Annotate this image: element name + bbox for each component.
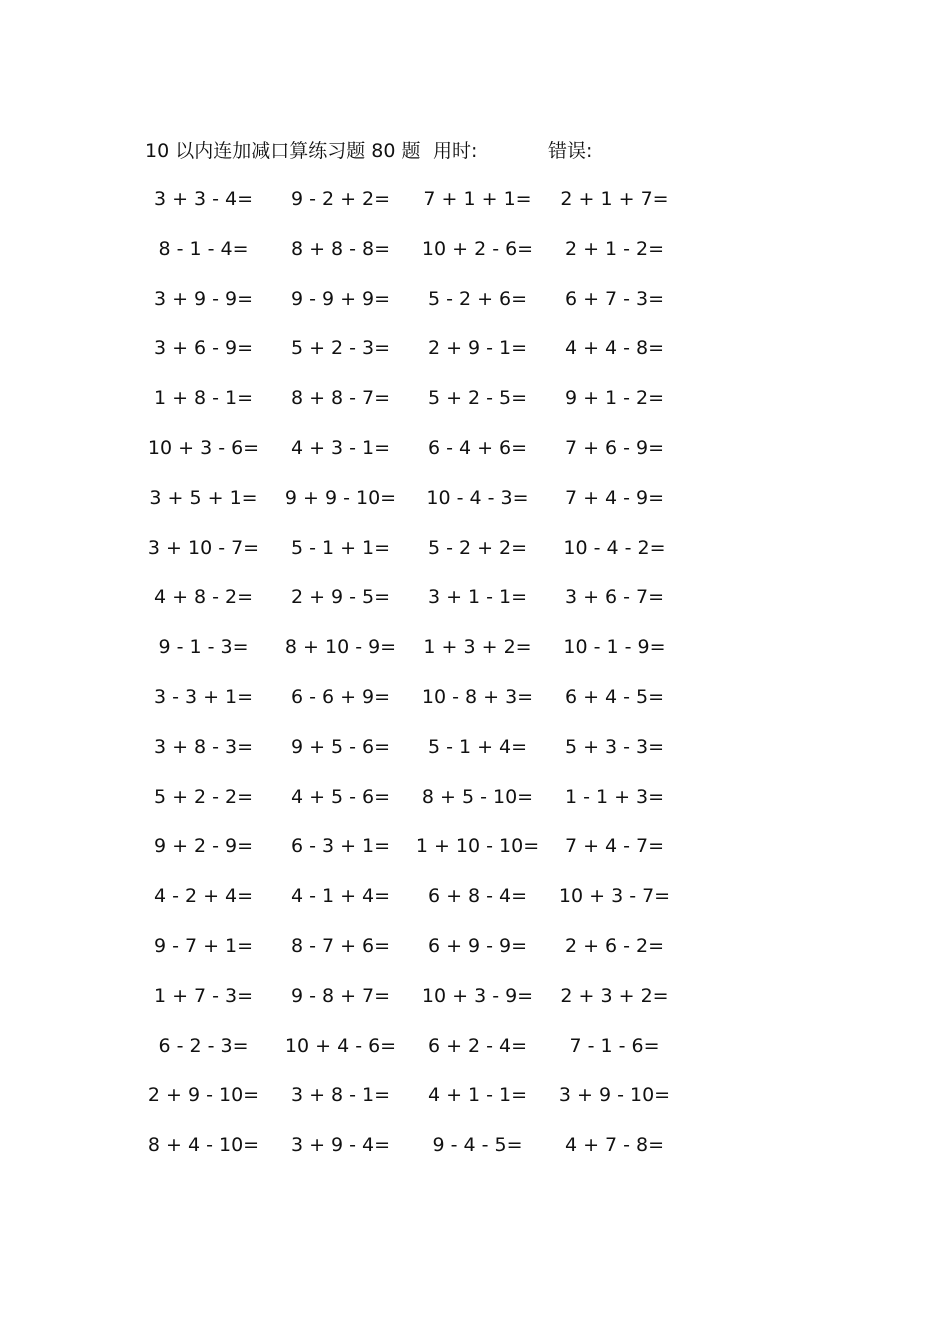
problem-item: 6 + 9 - 9= — [427, 934, 528, 957]
problem-item: 4 + 7 - 8= — [564, 1134, 665, 1157]
problem-item: 2 + 9 - 5= — [290, 586, 391, 609]
problem-item: 3 + 9 - 10= — [558, 1084, 671, 1107]
problem-item: 3 + 6 - 7= — [564, 586, 665, 609]
problem-item: 8 + 10 - 9= — [284, 636, 397, 659]
problem-item: 7 + 4 - 7= — [564, 835, 665, 858]
problem-item: 5 - 2 + 6= — [427, 287, 528, 310]
problem-item: 5 - 1 + 4= — [427, 735, 528, 758]
problem-item: 8 + 4 - 10= — [147, 1134, 260, 1157]
problem-row — [0, 982, 950, 1032]
problem-item: 6 + 7 - 3= — [564, 287, 665, 310]
problem-row — [0, 583, 950, 633]
problem-item: 4 - 1 + 4= — [290, 885, 391, 908]
problem-item: 3 + 8 - 1= — [290, 1084, 391, 1107]
worksheet-title: 10 以内连加减口算练习题 80 题 — [145, 140, 421, 162]
problem-item: 4 + 1 - 1= — [427, 1084, 528, 1107]
problem-item: 6 + 8 - 4= — [427, 885, 528, 908]
problem-row — [0, 683, 950, 733]
problem-item: 3 + 1 - 1= — [427, 586, 528, 609]
problem-row — [0, 185, 950, 235]
problem-item: 9 + 1 - 2= — [564, 387, 665, 410]
problem-item: 9 - 1 - 3= — [158, 636, 249, 659]
problem-row — [0, 434, 950, 484]
problem-item: 7 + 6 - 9= — [564, 436, 665, 459]
error-label: 错误: — [548, 140, 593, 162]
problem-row — [0, 534, 950, 584]
problem-item: 8 - 7 + 6= — [290, 934, 391, 957]
problem-row — [0, 285, 950, 335]
problem-item: 9 + 2 - 9= — [153, 835, 254, 858]
problem-item: 10 - 4 - 3= — [426, 486, 529, 509]
problem-item: 9 - 2 + 2= — [290, 188, 391, 210]
problem-item: 1 + 3 + 2= — [423, 636, 532, 659]
problem-item: 1 + 7 - 3= — [153, 984, 254, 1007]
problem-row — [0, 1081, 950, 1131]
problem-item: 1 + 10 - 10= — [415, 835, 540, 858]
problem-item: 4 - 2 + 4= — [153, 885, 254, 908]
problem-item: 4 + 3 - 1= — [290, 436, 391, 459]
problem-row — [0, 882, 950, 932]
problem-item: 5 - 2 + 2= — [427, 536, 528, 559]
problem-item: 5 - 1 + 1= — [290, 536, 391, 559]
problem-item: 10 + 3 - 9= — [421, 984, 534, 1007]
problem-item: 8 + 5 - 10= — [421, 785, 534, 808]
problem-item: 5 + 2 - 3= — [290, 337, 391, 360]
problem-item: 3 + 5 + 1= — [149, 486, 258, 509]
problem-item: 10 + 4 - 6= — [284, 1034, 397, 1057]
problem-item: 2 + 1 + 7= — [560, 188, 669, 210]
problem-item: 2 + 9 - 1= — [427, 337, 528, 360]
problem-item: 2 + 3 + 2= — [560, 984, 669, 1007]
problem-item: 10 - 1 - 9= — [563, 636, 666, 659]
problem-row — [0, 932, 950, 982]
problem-item: 1 + 8 - 1= — [153, 387, 254, 410]
problem-item: 5 + 2 - 2= — [153, 785, 254, 808]
problem-item: 9 + 5 - 6= — [290, 735, 391, 758]
problem-row — [0, 235, 950, 285]
problem-item: 2 + 6 - 2= — [564, 934, 665, 957]
problem-item: 8 - 1 - 4= — [158, 237, 249, 260]
problem-item: 7 + 4 - 9= — [564, 486, 665, 509]
problem-item: 2 + 1 - 2= — [564, 237, 665, 260]
problem-item: 3 + 3 - 4= — [153, 188, 254, 210]
problem-item: 10 - 4 - 2= — [563, 536, 666, 559]
time-label: 用时: — [433, 140, 478, 162]
problem-item: 8 + 8 - 7= — [290, 387, 391, 410]
problem-item: 9 - 7 + 1= — [153, 934, 254, 957]
problem-item: 3 + 10 - 7= — [147, 536, 260, 559]
problem-item: 9 - 8 + 7= — [290, 984, 391, 1007]
problem-item: 6 - 4 + 6= — [427, 436, 528, 459]
problem-item: 10 - 8 + 3= — [421, 685, 534, 708]
problem-item: 10 + 2 - 6= — [421, 237, 534, 260]
problem-row — [0, 334, 950, 384]
problem-item: 6 + 2 - 4= — [427, 1034, 528, 1057]
problem-item: 5 + 2 - 5= — [427, 387, 528, 410]
problem-grid — [0, 185, 950, 1181]
problem-item: 1 - 1 + 3= — [564, 785, 665, 808]
problem-row — [0, 484, 950, 534]
problem-item: 4 + 8 - 2= — [153, 586, 254, 609]
problem-item: 7 - 1 - 6= — [569, 1034, 660, 1057]
problem-row — [0, 783, 950, 833]
problem-item: 9 + 9 - 10= — [284, 486, 397, 509]
problem-item: 9 - 4 - 5= — [432, 1134, 523, 1157]
problem-item: 4 + 5 - 6= — [290, 785, 391, 808]
problem-item: 5 + 3 - 3= — [564, 735, 665, 758]
problem-item: 7 + 1 + 1= — [423, 188, 532, 210]
problem-row — [0, 832, 950, 882]
problem-item: 3 + 9 - 9= — [153, 287, 254, 310]
problem-item: 3 + 6 - 9= — [153, 337, 254, 360]
problem-item: 2 + 9 - 10= — [147, 1084, 260, 1107]
problem-item: 6 - 2 - 3= — [158, 1034, 249, 1057]
problem-row — [0, 633, 950, 683]
problem-item: 3 + 9 - 4= — [290, 1134, 391, 1157]
problem-item: 6 - 6 + 9= — [290, 685, 391, 708]
problem-item: 6 - 3 + 1= — [290, 835, 391, 858]
problem-row — [0, 1032, 950, 1082]
problem-item: 10 + 3 - 6= — [147, 436, 260, 459]
problem-item: 9 - 9 + 9= — [290, 287, 391, 310]
worksheet-header — [0, 137, 950, 165]
problem-item: 4 + 4 - 8= — [564, 337, 665, 360]
problem-item: 6 + 4 - 5= — [564, 685, 665, 708]
problem-row — [0, 384, 950, 434]
problem-item: 3 + 8 - 3= — [153, 735, 254, 758]
problem-item: 3 - 3 + 1= — [153, 685, 254, 708]
problem-row — [0, 733, 950, 783]
problem-item: 8 + 8 - 8= — [290, 237, 391, 260]
problem-row — [0, 1131, 950, 1181]
problem-item: 10 + 3 - 7= — [558, 885, 671, 908]
